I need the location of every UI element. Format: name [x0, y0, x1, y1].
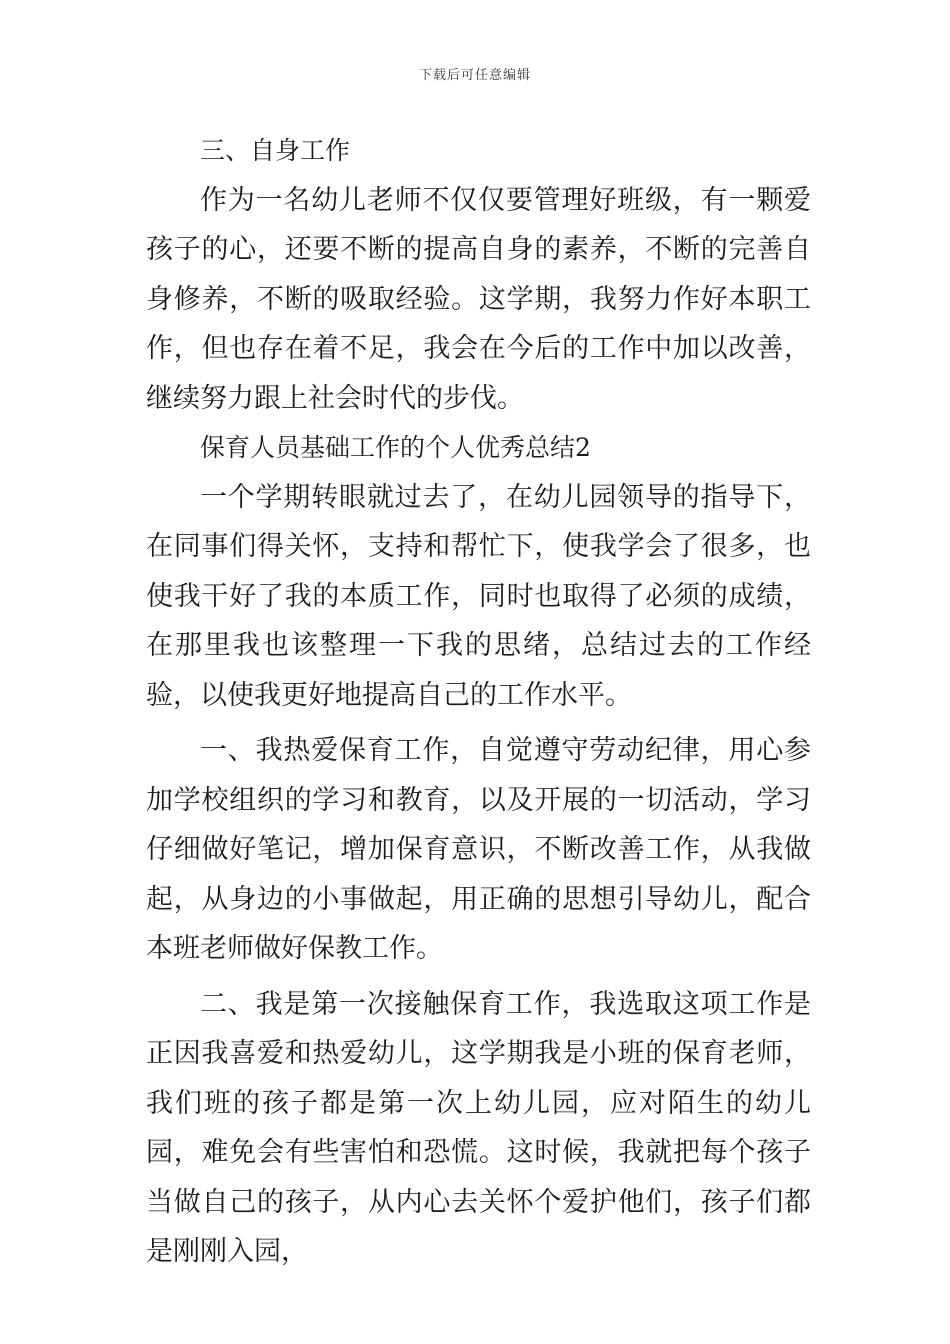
- paragraph-point-two: 二、我是第一次接触保育工作，我选取这项工作是正因我喜爱和热爱幼儿，这学期我是小班的保育老师，我们班的孩子都是第一次上幼儿园，应对陌生的幼儿园，难免会有些害怕和恐慌。这时候，我就把每个孩子当做自己的孩子，从内心去关怀个爱护他们，孩子们都是刚刚入园，: [146, 988, 811, 1267]
- section-heading-summary-2: 保育人员基础工作的个人优秀总结2: [200, 433, 591, 462]
- paragraph-point-one: 一、我热爱保育工作，自觉遵守劳动纪律，用心参加学校组织的学习和教育，以及开展的一切活动，学习仔细做好笔记，增加保育意识，不断改善工作，从我做起，从身边的小事做起，用正确的思想引导幼儿，配合本班老师做好保教工作。: [146, 735, 811, 964]
- page-header: 下载后可任意编辑: [418, 68, 531, 83]
- section-heading-self-work: 三、自身工作: [200, 136, 351, 165]
- paragraph-self-work: 作为一名幼儿老师不仅仅要管理好班级，有一颗爱孩子的心，还要不断的提高自身的素养，不断的完善自身修养，不断的吸取经验。这学期，我努力作好本职工作，但也存在着不足，我会在今后的工作中加以改善，继续努力跟上社会时代的步伐。: [146, 184, 811, 414]
- paragraph-intro: 一个学期转眼就过去了，在幼儿园领导的指导下，在同事们得关怀，支持和帮忙下，使我学会了很多，也使我干好了我的本质工作，同时也取得了必须的成绩，在那里我也该整理一下我的思绪，总结过去的工作经验，以使我更好地提高自己的工作水平。: [146, 481, 811, 711]
- document-body: [146, 126, 811, 1277]
